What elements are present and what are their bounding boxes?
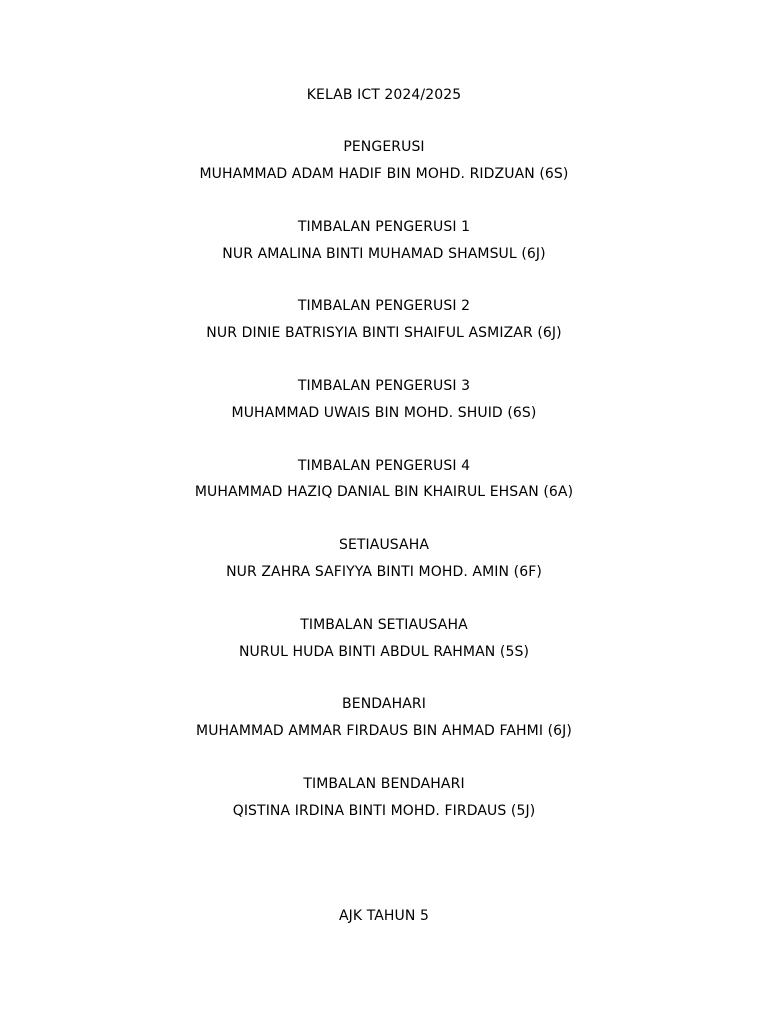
role-bendahari: BENDAHARI <box>342 696 426 712</box>
role-timbalan-pengerusi-1: TIMBALAN PENGERUSI 1 <box>297 219 471 235</box>
role-timbalan-setiausaha: TIMBALAN SETIAUSAHA <box>300 617 468 633</box>
role-setiausaha: SETIAUSAHA <box>338 537 430 553</box>
name-timbalan-pengerusi-2: NUR DINIE BATRISYIA BINTI SHAIFUL ASMIZAR (6J) <box>206 325 562 341</box>
name-timbalan-pengerusi-4: MUHAMMAD HAZIQ DANIAL BIN KHAIRUL EHSAN (6A) <box>194 484 574 500</box>
name-timbalan-pengerusi-1: NUR AMALINA BINTI MUHAMAD SHAMSUL (6J) <box>222 246 546 262</box>
section-heading: AJK TAHUN 5 <box>338 908 430 924</box>
name-setiausaha: NUR ZAHRA SAFIYYA BINTI MOHD. AMIN (6F) <box>226 564 542 580</box>
role-timbalan-pengerusi-4: TIMBALAN PENGERUSI 4 <box>297 458 471 474</box>
role-timbalan-bendahari: TIMBALAN BENDAHARI <box>303 776 465 792</box>
name-timbalan-pengerusi-3: MUHAMMAD UWAIS BIN MOHD. SHUID (6S) <box>231 405 537 421</box>
role-timbalan-pengerusi-3: TIMBALAN PENGERUSI 3 <box>297 378 471 394</box>
name-pengerusi: MUHAMMAD ADAM HADIF BIN MOHD. RIDZUAN (6S) <box>199 166 569 182</box>
name-timbalan-setiausaha: NURUL HUDA BINTI ABDUL RAHMAN (5S) <box>238 644 530 660</box>
document-title: KELAB ICT 2024/2025 <box>306 87 462 103</box>
role-timbalan-pengerusi-2: TIMBALAN PENGERUSI 2 <box>297 298 471 314</box>
name-timbalan-bendahari: QISTINA IRDINA BINTI MOHD. FIRDAUS (5J) <box>232 803 536 819</box>
role-pengerusi: PENGERUSI <box>343 139 425 155</box>
name-bendahari: MUHAMMAD AMMAR FIRDAUS BIN AHMAD FAHMI (6J) <box>196 723 572 739</box>
